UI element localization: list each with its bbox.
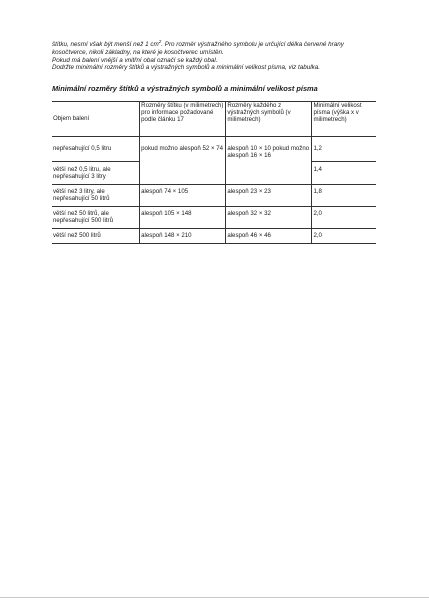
cell-symbol-size: alespoň 10 × 10 pokud možno alespoň 16 × 16	[226, 137, 312, 162]
header-label-size: Rozměry štítku (v milimetrech) pro informace požadované podle článku 17	[140, 102, 226, 137]
cell-label-size: alespoň 74 × 105	[140, 185, 226, 207]
cell-font-size: 1,2	[312, 137, 376, 162]
table-row	[52, 207, 376, 229]
cell-label-size: alespoň 148 × 210	[140, 229, 226, 244]
cell-font-size: 2,0	[312, 229, 376, 244]
intro-text	[52, 38, 378, 72]
table-heading: Minimální rozměry štítků a výstražných symbolů a minimální velikost písma	[52, 84, 318, 93]
table-header-row	[52, 102, 376, 137]
cell-symbol-size: alespoň 46 × 46	[226, 229, 312, 244]
table-row	[52, 185, 376, 207]
cell-volume: větší než 3 litry, ale nepřesahující 50 litrů	[52, 185, 140, 207]
header-volume: Objem balení	[52, 102, 140, 137]
cell-volume: nepřesahující 0,5 litru	[52, 137, 140, 162]
cell-symbol-size: alespoň 23 × 23	[226, 185, 312, 207]
cell-label-size: alespoň 105 × 148	[140, 207, 226, 229]
page-bottom-divider	[0, 597, 429, 598]
superscript: 2	[158, 38, 162, 44]
header-font-size: Minimální velikost písma (výška x v milimetrech)	[312, 102, 376, 137]
size-table	[52, 101, 376, 244]
table-row	[52, 229, 376, 244]
header-symbol-size: Rozměry každého z výstražných symbolů (v milimetrech)	[226, 102, 312, 137]
cell-volume: větší než 0,5 litru, ale nepřesahující 3 litry	[52, 162, 140, 185]
cell-font-size: 2,0	[312, 207, 376, 229]
intro-text-part: . Pro rozměr výstražného symbolu je určující délka červené hrany kosočtverce, nikoli základny, na které je kosočtverec umístěn.	[52, 41, 344, 56]
cell-symbol-size: alespoň 32 × 32	[226, 207, 312, 229]
cell-font-size: 1,8	[312, 185, 376, 207]
cell-font-size: 1,4	[312, 162, 376, 185]
cell-label-size	[140, 162, 226, 185]
intro-paragraph-3: Dodržte minimální rozměry štítků a výstražných symbolů a minimální velikost písma, viz tabulka.	[52, 64, 321, 72]
cell-symbol-size	[226, 162, 312, 185]
intro-text-part: štítku, nesmí však být menší než 1 cm	[52, 41, 159, 48]
cell-volume: větší než 500 litrů	[52, 229, 140, 244]
table-row	[52, 162, 376, 185]
cell-volume: větší než 50 litrů, ale nepřesahující 500 litrů	[52, 207, 140, 229]
table-row	[52, 137, 376, 162]
cell-label-size: pokud možno alespoň 52 × 74	[140, 137, 226, 162]
intro-paragraph-2: Pokud má balení vnější a vnitřní obal označí se každý obal.	[52, 56, 218, 64]
intro-paragraph-1	[52, 38, 378, 57]
